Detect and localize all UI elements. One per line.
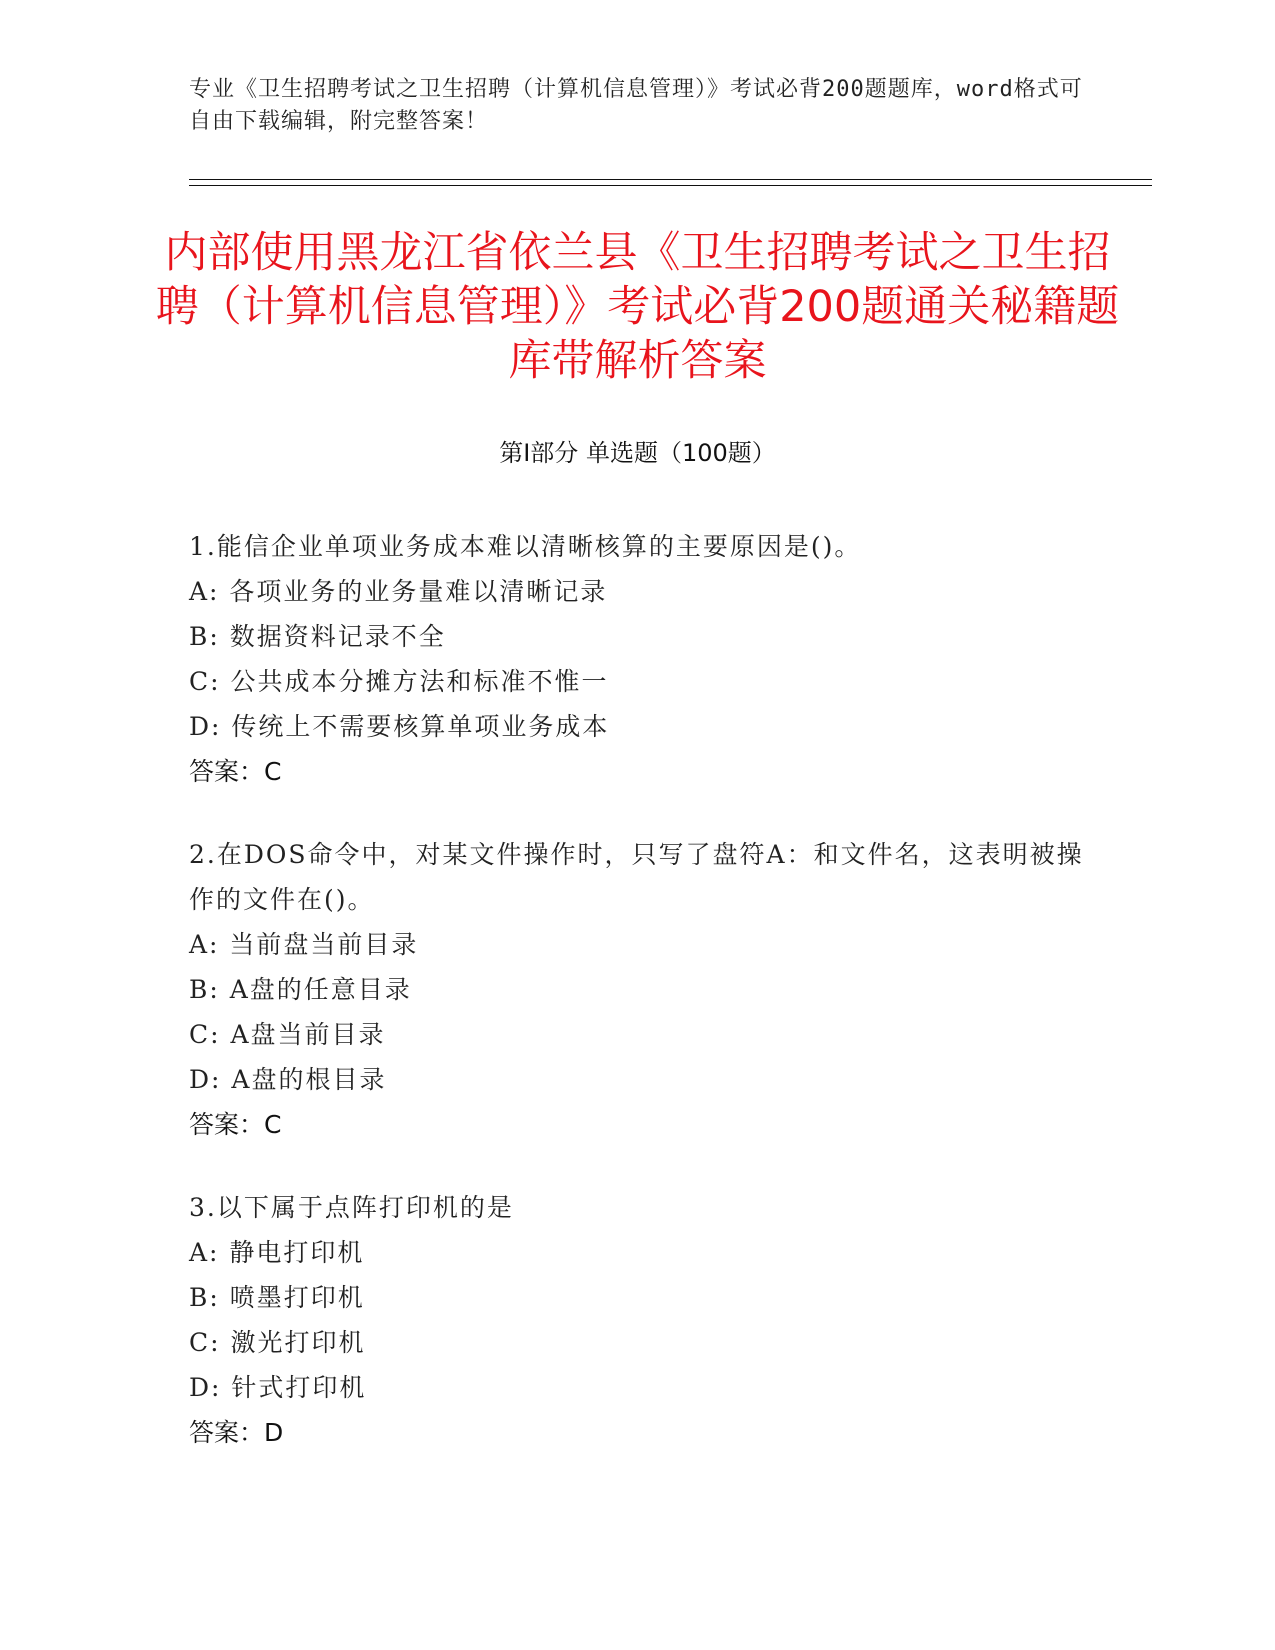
section-title: 第Ⅰ部分 单选题（100题） (499, 439, 776, 467)
header-note: 专业《卫生招聘考试之卫生招聘（计算机信息管理）》考试必背200题题库，word格式可自由下载编辑，附完整答案！ (189, 77, 1083, 134)
header-divider-bottom (189, 185, 1152, 186)
option-a: A: 当前盘当前目录 (189, 930, 419, 959)
question-text: 1.能信企业单项业务成本难以清晰核算的主要原因是()。 (189, 532, 862, 561)
option-c: C: 公共成本分摊方法和标准不惟一 (189, 667, 609, 696)
header-divider-top (189, 179, 1152, 180)
question-1 (189, 524, 1089, 794)
option-d: D: 针式打印机 (189, 1373, 367, 1402)
option-c: C: A盘当前目录 (189, 1020, 386, 1049)
answer: 答案：D (189, 1418, 284, 1447)
option-a: A: 各项业务的业务量难以清晰记录 (189, 577, 608, 606)
option-b: B: 数据资料记录不全 (189, 622, 446, 651)
question-text: 2.在DOS命令中，对某文件操作时，只写了盘符A：和文件名，这表明被操作的文件在()。 (189, 840, 1084, 914)
option-d: D: 传统上不需要核算单项业务成本 (189, 712, 610, 741)
option-b: B: A盘的任意目录 (189, 975, 412, 1004)
option-d: D: A盘的根目录 (189, 1065, 387, 1094)
option-c: C: 激光打印机 (189, 1328, 366, 1357)
answer: 答案：C (189, 757, 282, 786)
question-list (189, 524, 1089, 1493)
question-2 (189, 832, 1089, 1147)
option-a: A: 静电打印机 (189, 1238, 365, 1267)
option-b: B: 喷墨打印机 (189, 1283, 365, 1312)
question-3 (189, 1185, 1089, 1455)
answer: 答案：C (189, 1110, 282, 1139)
question-text: 3.以下属于点阵打印机的是 (189, 1193, 514, 1222)
document-title: 内部使用黑龙江省依兰县《卫生招聘考试之卫生招聘（计算机信息管理）》考试必背200题通关秘籍题库带解析答案 (155, 228, 1120, 386)
